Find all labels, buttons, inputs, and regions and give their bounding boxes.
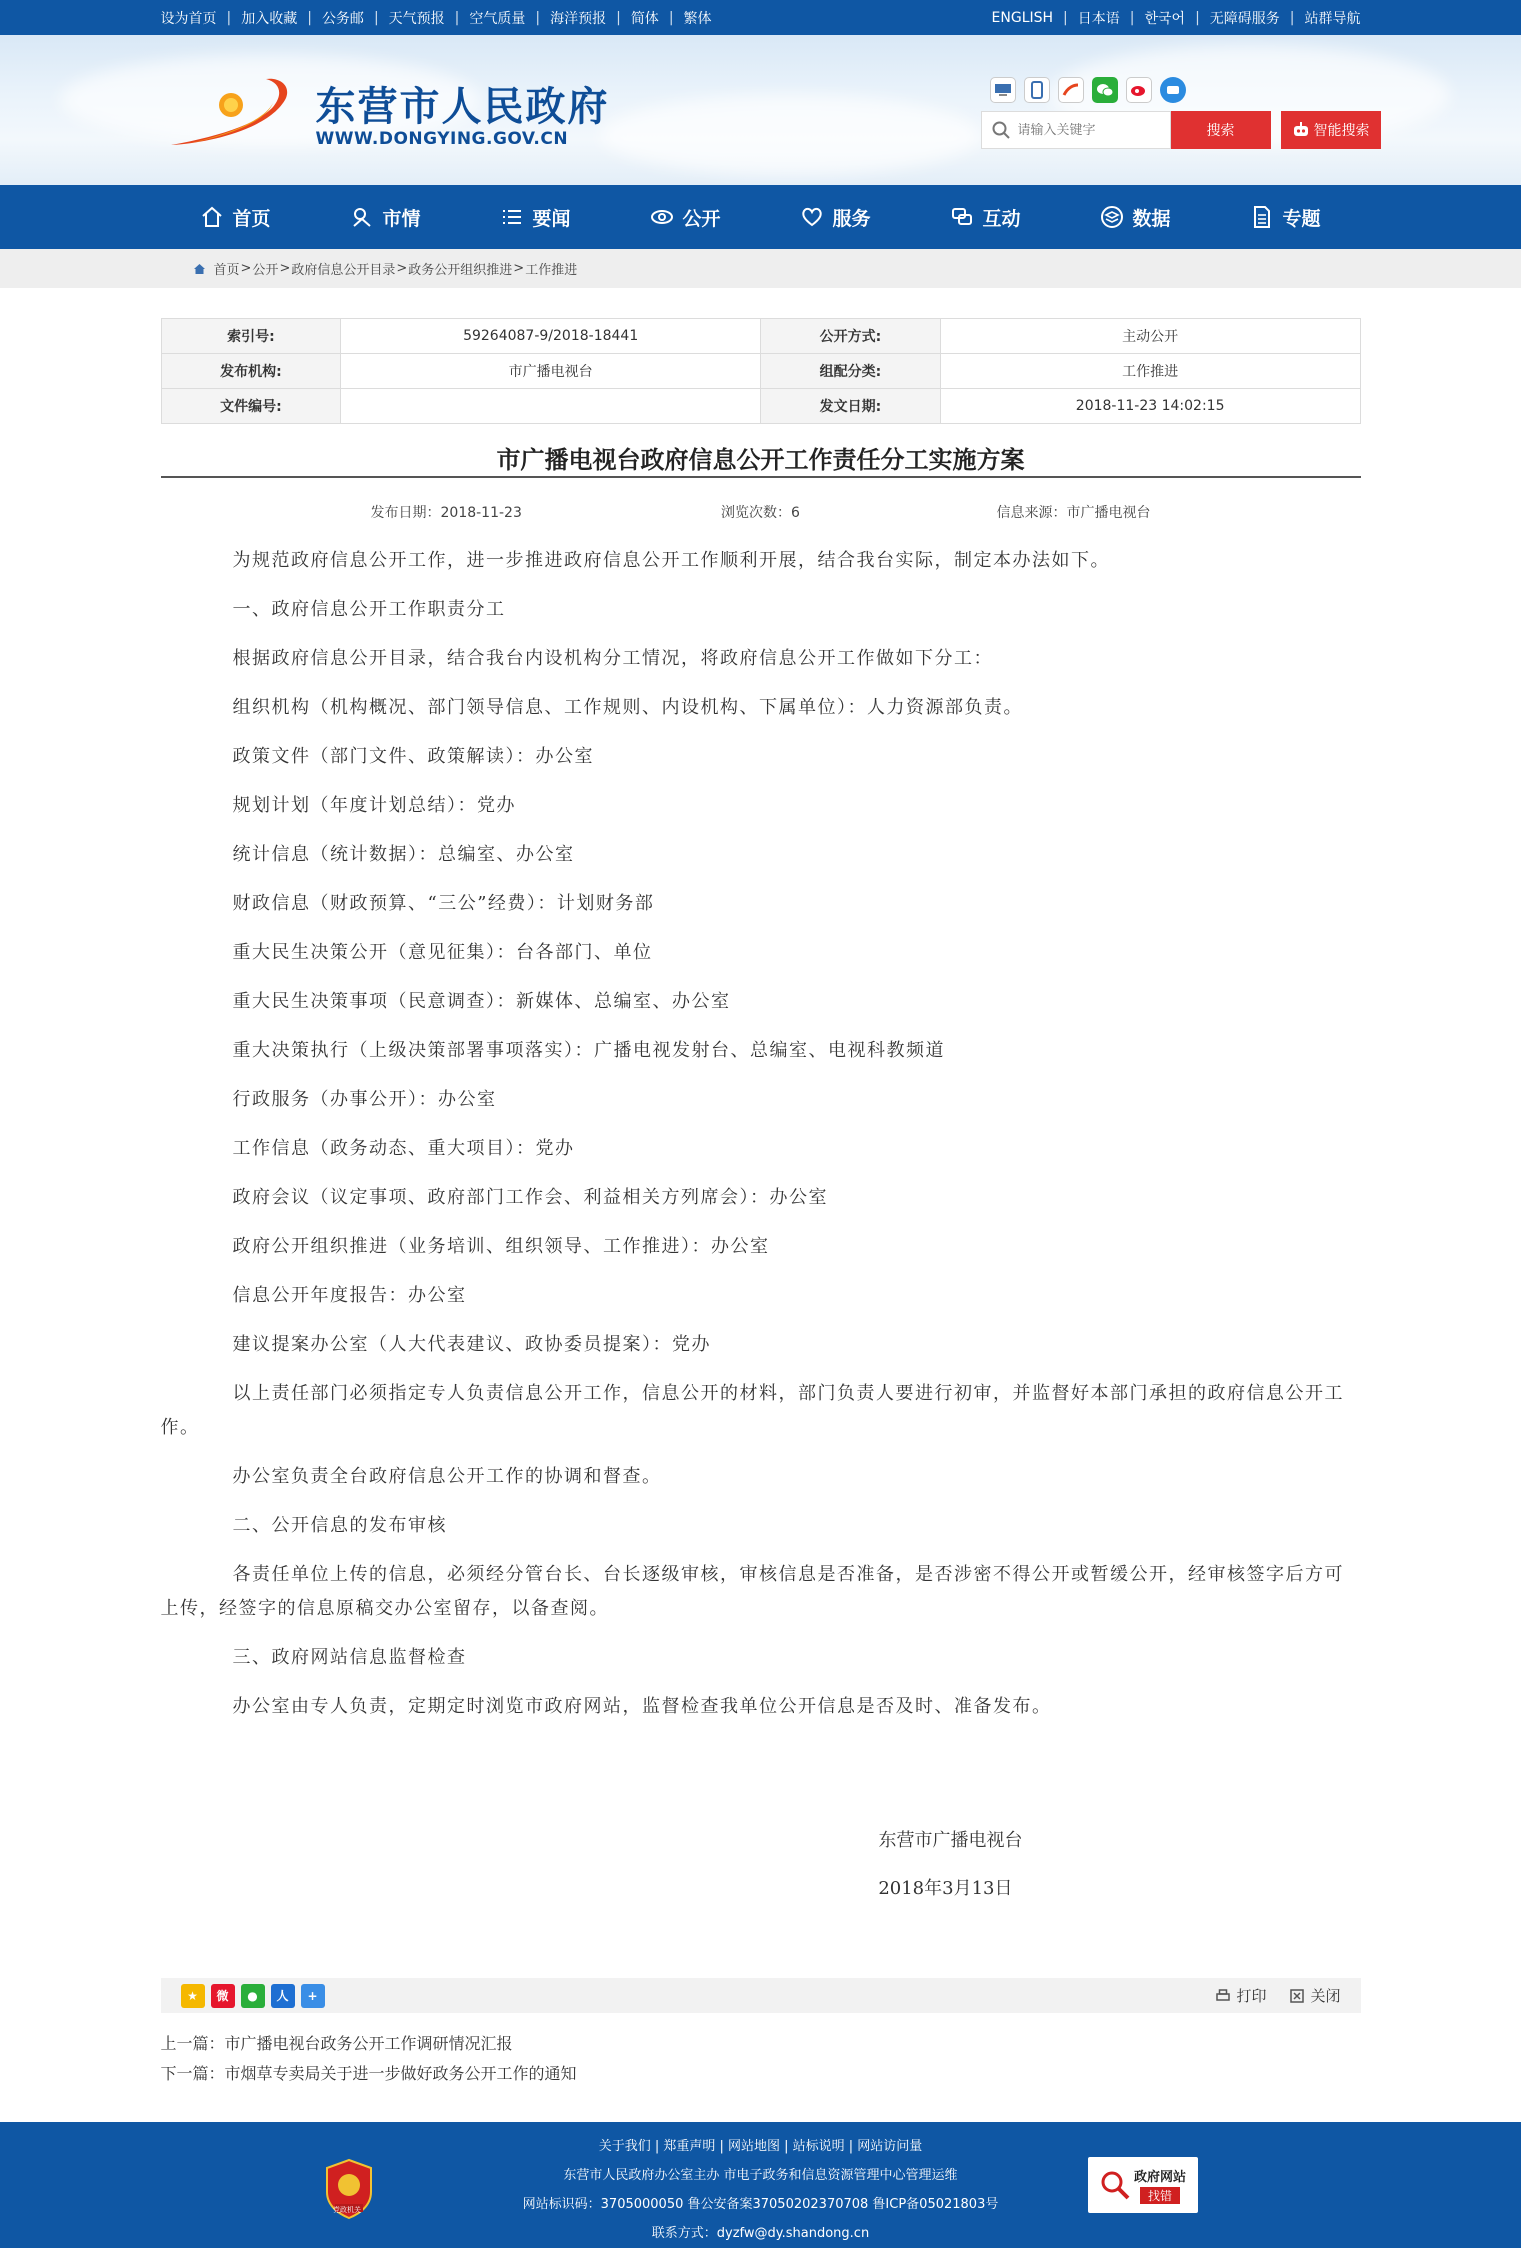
close-button[interactable] — [1290, 1985, 1340, 2006]
search-button[interactable]: 搜索 — [1171, 111, 1271, 149]
nav-label: 要闻 — [532, 207, 571, 230]
top-link-left-1[interactable]: 加入收藏 — [241, 10, 298, 27]
doc-number-label: 文件编号: — [161, 389, 341, 424]
doc-number-value — [341, 389, 761, 424]
government-logo-icon[interactable] — [161, 73, 301, 153]
chat-icon — [950, 205, 974, 229]
separator: | — [668, 9, 674, 26]
separator: | — [226, 9, 232, 26]
article-paragraph: 各责任单位上传的信息，必须经分管台长、台长逐级审核，审核信息是否准备，是否涉密不得公开或暂缓公开，经审核签字后方可上传，经签字的信息原稿交办公室留存，以备查阅。 — [160, 1564, 1344, 1619]
breadcrumb-separator: > — [279, 261, 291, 276]
info-source: 信息来源：市广播电视台 — [996, 505, 1151, 521]
footer-contact: 联系方式：dyzfw@dy.shandong.cn — [651, 2226, 870, 2241]
breadcrumb — [0, 249, 1521, 288]
gov-site-error-report-badge[interactable] — [1088, 2157, 1198, 2213]
prev-next-links — [161, 2029, 1361, 2089]
magnifier-icon — [1100, 2170, 1130, 2200]
article-paragraph: 建议提案办公室（人大代表建议、政协委员提案）：党办 — [232, 1334, 711, 1355]
social-icons — [990, 77, 1186, 103]
article-paragraph: 规划计划（年度计划总结）：党办 — [232, 795, 516, 816]
separator: | — [307, 9, 312, 26]
share-bar — [161, 1978, 1361, 2013]
article-paragraph: 工作信息（政务动态、重大项目）：党办 — [232, 1138, 575, 1159]
nav-label: 数据 — [1132, 207, 1171, 230]
nav-item-2[interactable] — [461, 185, 611, 249]
breadcrumb-separator: > — [513, 261, 525, 276]
smart-search-label: 智能搜索 — [1313, 123, 1370, 139]
nav-label: 市情 — [382, 207, 421, 230]
top-link-right-4[interactable]: 站群导航 — [1304, 10, 1361, 27]
map-pin-icon — [350, 205, 374, 229]
publisher-value: 市广播电视台 — [341, 354, 761, 389]
article-title: 市广播电视台政府信息公开工作责任分工实施方案 — [161, 424, 1361, 478]
article-paragraph: 二、公开信息的发布审核 — [232, 1515, 447, 1536]
nav-item-5[interactable] — [911, 185, 1061, 249]
print-label: 打印 — [1236, 1987, 1267, 2005]
separator: | — [616, 9, 621, 26]
search-input[interactable] — [1018, 123, 1158, 138]
article-paragraph: 信息公开年度报告：办公室 — [232, 1285, 467, 1306]
article-paragraph: 组织机构（机构概况、部门领导信息、工作规则、内设机构、下属单位）：人力资源部负责。 — [232, 697, 1023, 718]
top-link-left-4[interactable]: 空气质量 — [469, 10, 526, 27]
article-paragraph: 政府公开组织推进（业务培训、组织领导、工作推进）：办公室 — [232, 1236, 770, 1257]
article-info — [161, 478, 1361, 522]
top-link-left-3[interactable]: 天气预报 — [388, 10, 445, 27]
wechat-icon[interactable] — [1092, 77, 1118, 103]
publisher-label: 发布机构: — [161, 354, 341, 389]
top-link-right-0[interactable]: ENGLISH — [991, 9, 1054, 26]
party-gov-badge-text: 党政机关 — [333, 2206, 361, 2214]
open-method-value: 主动公开 — [940, 319, 1360, 354]
weibo-icon[interactable] — [1126, 77, 1152, 103]
more-share-icon[interactable]: + — [301, 1984, 325, 2008]
home-small-icon — [193, 263, 206, 275]
error-report-label: 找错 — [1140, 2187, 1180, 2204]
separator: | — [1129, 9, 1135, 26]
article-paragraph: 财政信息（财政预算、“三公”经费）：计划财务部 — [232, 893, 655, 914]
nav-item-0[interactable] — [161, 185, 311, 249]
category-value: 工作推进 — [940, 354, 1360, 389]
sign-org: 东营市广播电视台 — [878, 1830, 1023, 1851]
top-link-left-5[interactable]: 海洋预报 — [550, 10, 607, 27]
article-paragraph: 办公室由专人负责，定期定时浏览市政府网站，监督检查我单位公开信息是否及时、准备发布。 — [232, 1696, 1052, 1717]
issue-date-label: 发文日期: — [760, 389, 940, 424]
footer-host: 东营市人民政府办公室主办 市电子政务和信息资源管理中心管理运维 — [563, 2168, 958, 2183]
nav-item-7[interactable] — [1211, 185, 1361, 249]
top-link-right-1[interactable]: 日本语 — [1077, 10, 1120, 27]
bottom-margin — [0, 2248, 1521, 2266]
layers-icon — [1100, 205, 1124, 229]
issue-date-value: 2018-11-23 14:02:15 — [940, 389, 1360, 424]
index-label: 索引号: — [161, 319, 341, 354]
search-box — [981, 111, 1171, 149]
category-label: 组配分类: — [760, 354, 940, 389]
breadcrumb-item-0[interactable]: 首页 — [213, 263, 240, 278]
home-icon — [200, 205, 224, 229]
separator: | — [1289, 9, 1295, 26]
site-footer — [0, 2122, 1521, 2248]
open-method-label: 公开方式: — [760, 319, 940, 354]
separator: | — [535, 9, 541, 26]
site-header — [0, 35, 1521, 185]
top-links-right — [992, 8, 1361, 28]
mobile-icon[interactable] — [1024, 77, 1050, 103]
close-icon — [1290, 1989, 1304, 2003]
breadcrumb-item-1[interactable]: 公开 — [252, 263, 279, 278]
search-icon — [992, 121, 1010, 139]
nav-label: 互动 — [982, 207, 1021, 230]
heart-icon — [800, 205, 824, 229]
next-article-link[interactable]: 下一篇：市烟草专卖局关于进一步做好政务公开工作的通知 — [160, 2064, 577, 2083]
prev-article-link[interactable]: 上一篇：市广播电视台政务公开工作调研情况汇报 — [160, 2034, 513, 2053]
weibo-share-icon[interactable]: 微 — [211, 1984, 235, 2008]
index-value: 59264087-9/2018-18441 — [341, 319, 761, 354]
sign-date: 2018年3月13日 — [878, 1878, 1013, 1899]
nav-label: 首页 — [232, 207, 271, 230]
list-icon — [500, 205, 524, 229]
party-gov-badge[interactable] — [323, 2158, 375, 2220]
renren-share-icon[interactable]: 人 — [271, 1984, 295, 2008]
robot-icon — [1292, 121, 1310, 139]
article-paragraph: 重大民生决策事项（民意调查）：新媒体、总编室、办公室 — [232, 991, 731, 1012]
printer-icon — [1216, 1989, 1230, 2003]
top-link-left-2[interactable]: 公务邮 — [321, 10, 364, 27]
separator: | — [454, 9, 460, 26]
breadcrumb-separator: > — [396, 261, 408, 276]
eye-icon — [650, 205, 674, 229]
top-link-left-0[interactable]: 设为首页 — [160, 10, 217, 27]
document-meta-table — [161, 318, 1361, 424]
breadcrumb-item-3[interactable]: 政务公开组织推进 — [408, 263, 513, 278]
nav-label: 服务 — [832, 207, 871, 230]
article-paragraph: 办公室负责全台政府信息公开工作的协调和督查。 — [232, 1466, 662, 1487]
article-paragraph: 重大决策执行（上级决策部署事项落实）：广播电视发射台、总编室、电视科教频道 — [232, 1040, 945, 1061]
document-icon — [1250, 205, 1274, 229]
footer-ids: 网站标识码：3705000050 鲁公安备案37050202370708 鲁ICP备05021803号 — [522, 2197, 999, 2212]
article-paragraph: 重大民生决策公开（意见征集）：台各部门、单位 — [232, 942, 653, 963]
article-paragraph: 统计信息（统计数据）：总编室、办公室 — [232, 844, 575, 865]
footer-links[interactable]: 关于我们 | 郑重声明 | 网站地图 | 站标说明 | 网站访问量 — [598, 2139, 923, 2154]
wechat-share-icon[interactable]: ● — [241, 1984, 265, 2008]
smart-search-button[interactable] — [1281, 111, 1381, 149]
article-paragraph: 根据政府信息公开目录，结合我台内设机构分工情况，将政府信息公开工作做如下分工： — [232, 648, 993, 669]
close-label: 关闭 — [1310, 1987, 1341, 2005]
print-button[interactable] — [1216, 1985, 1266, 2006]
separator: | — [373, 9, 379, 26]
qzone-share-icon[interactable]: ★ — [181, 1984, 205, 2008]
gov-site-label: 政府网站 — [1133, 2170, 1186, 2185]
article-paragraph: 一、政府信息公开工作职责分工 — [232, 599, 506, 620]
nav-label: 公开 — [682, 207, 721, 230]
site-url: WWW.DONGYING.GOV.CN — [315, 129, 569, 149]
top-link-left-7[interactable]: 繁体 — [683, 10, 712, 27]
separator: | — [1195, 9, 1200, 26]
nav-item-6[interactable] — [1061, 185, 1211, 249]
publish-date: 发布日期：2018-11-23 — [370, 505, 522, 521]
article-paragraph: 行政服务（办事公开）：办公室 — [232, 1089, 497, 1110]
article-paragraph: 政策文件（部门文件、政策解读）：办公室 — [232, 746, 594, 767]
main-nav — [0, 185, 1521, 249]
app-icon[interactable] — [1160, 77, 1186, 103]
article-paragraph: 为规范政府信息公开工作，进一步推进政府信息公开工作顺利开展，结合我台实际，制定本办法如下。 — [232, 550, 1110, 571]
top-links-left — [161, 8, 712, 28]
breadcrumb-item-2[interactable]: 政府信息公开目录 — [291, 263, 396, 278]
nav-item-3[interactable] — [611, 185, 761, 249]
top-bar — [0, 0, 1521, 35]
article-paragraph: 三、政府网站信息监督检查 — [232, 1647, 467, 1668]
rss-icon[interactable] — [1058, 77, 1084, 103]
article-paragraph: 政府会议（议定事项、政府部门工作会、利益相关方列席会）：办公室 — [232, 1187, 828, 1208]
nav-item-1[interactable] — [311, 185, 461, 249]
separator: | — [1063, 9, 1068, 26]
view-count: 浏览次数：6 — [721, 505, 800, 521]
top-link-left-6[interactable]: 简体 — [630, 10, 659, 27]
nav-item-4[interactable] — [761, 185, 911, 249]
weibo-mobile-icon[interactable] — [990, 77, 1016, 103]
article-paragraph: 以上责任部门必须指定专人负责信息公开工作，信息公开的材料，部门负责人要进行初审，并监督好本部门承担的政府信息公开工作。 — [160, 1383, 1344, 1438]
site-name: 东营市人民政府 — [315, 83, 610, 130]
top-link-right-3[interactable]: 无障碍服务 — [1209, 10, 1280, 27]
nav-label: 专题 — [1282, 207, 1321, 230]
breadcrumb-separator: > — [240, 261, 252, 276]
breadcrumb-item-4[interactable]: 工作推进 — [525, 263, 578, 278]
article-body — [161, 522, 1361, 1724]
top-link-right-2[interactable]: 한국어 — [1144, 10, 1186, 27]
